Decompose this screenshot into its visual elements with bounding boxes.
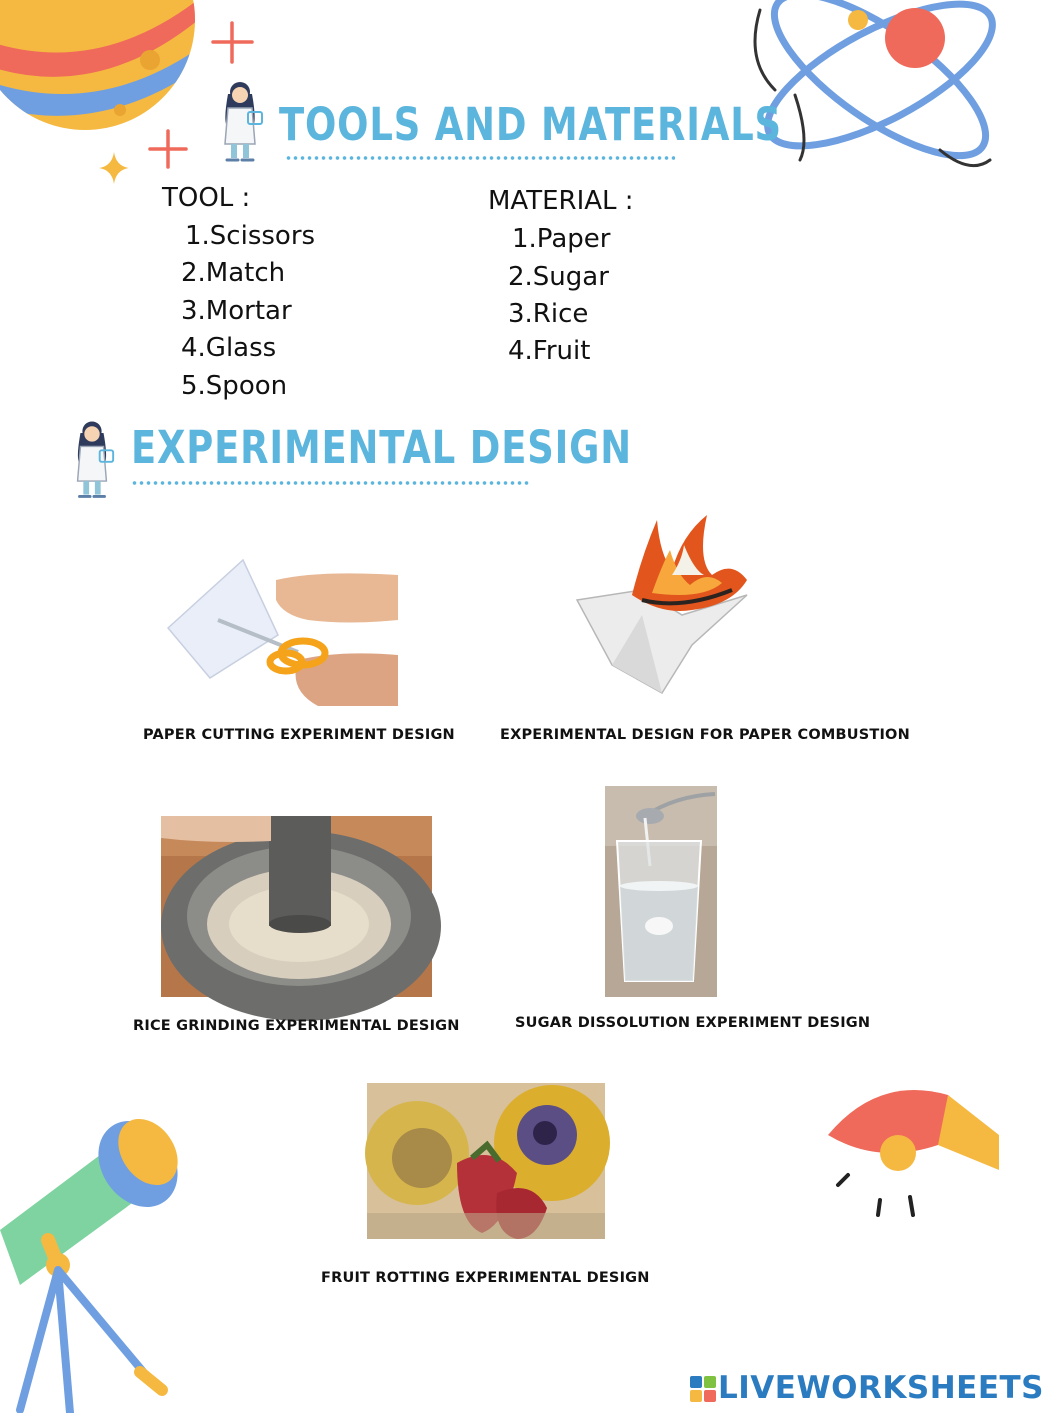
sparkle-icon	[210, 20, 255, 65]
heading-underline	[131, 481, 531, 485]
caption-fruit-rotting: FRUIT ROTTING EXPERIMENTAL DESIGN	[321, 1270, 650, 1286]
tool-item: 4.Glass	[181, 333, 277, 363]
caption-rice-grinding: RICE GRINDING EXPERIMENTAL DESIGN	[133, 1018, 460, 1034]
fruit-rotting-photo	[367, 1083, 605, 1239]
rice-grinding-photo	[161, 816, 432, 997]
tool-label: TOOL :	[162, 183, 251, 213]
tool-item: 2.Match	[181, 258, 286, 288]
section-heading-tools: TOOLS AND MATERIALS	[279, 98, 782, 151]
tool-item: 3.Mortar	[181, 296, 292, 326]
liveworksheets-logo-icon	[690, 1376, 716, 1404]
sparkle-icon	[97, 150, 131, 186]
sparkle-icon	[147, 128, 189, 170]
caption-paper-cutting: PAPER CUTTING EXPERIMENT DESIGN	[143, 727, 455, 743]
section-heading-design: EXPERIMENTAL DESIGN	[131, 421, 632, 474]
scientist-icon	[214, 76, 266, 164]
material-item: 1.Paper	[512, 224, 611, 254]
tool-item: 1.Scissors	[185, 221, 316, 251]
paper-combustion-photo	[572, 515, 752, 695]
caption-paper-combustion: EXPERIMENTAL DESIGN FOR PAPER COMBUSTION	[500, 727, 910, 743]
sugar-dissolution-photo	[605, 786, 717, 997]
material-item: 2.Sugar	[508, 262, 609, 292]
heading-underline	[285, 156, 675, 160]
paper-cutting-photo	[168, 560, 398, 706]
material-item: 3.Rice	[508, 299, 589, 329]
tool-item: 5.Spoon	[181, 371, 288, 401]
material-item: 4.Fruit	[508, 336, 591, 366]
material-label: MATERIAL :	[488, 186, 634, 216]
liveworksheets-logo: LIVEWORKSHEETS	[718, 1370, 1044, 1406]
caption-sugar-dissolution: SUGAR DISSOLUTION EXPERIMENT DESIGN	[515, 1015, 871, 1031]
ufo-icon	[818, 1075, 999, 1225]
telescope-icon	[0, 1090, 200, 1413]
scientist-icon	[67, 414, 117, 502]
